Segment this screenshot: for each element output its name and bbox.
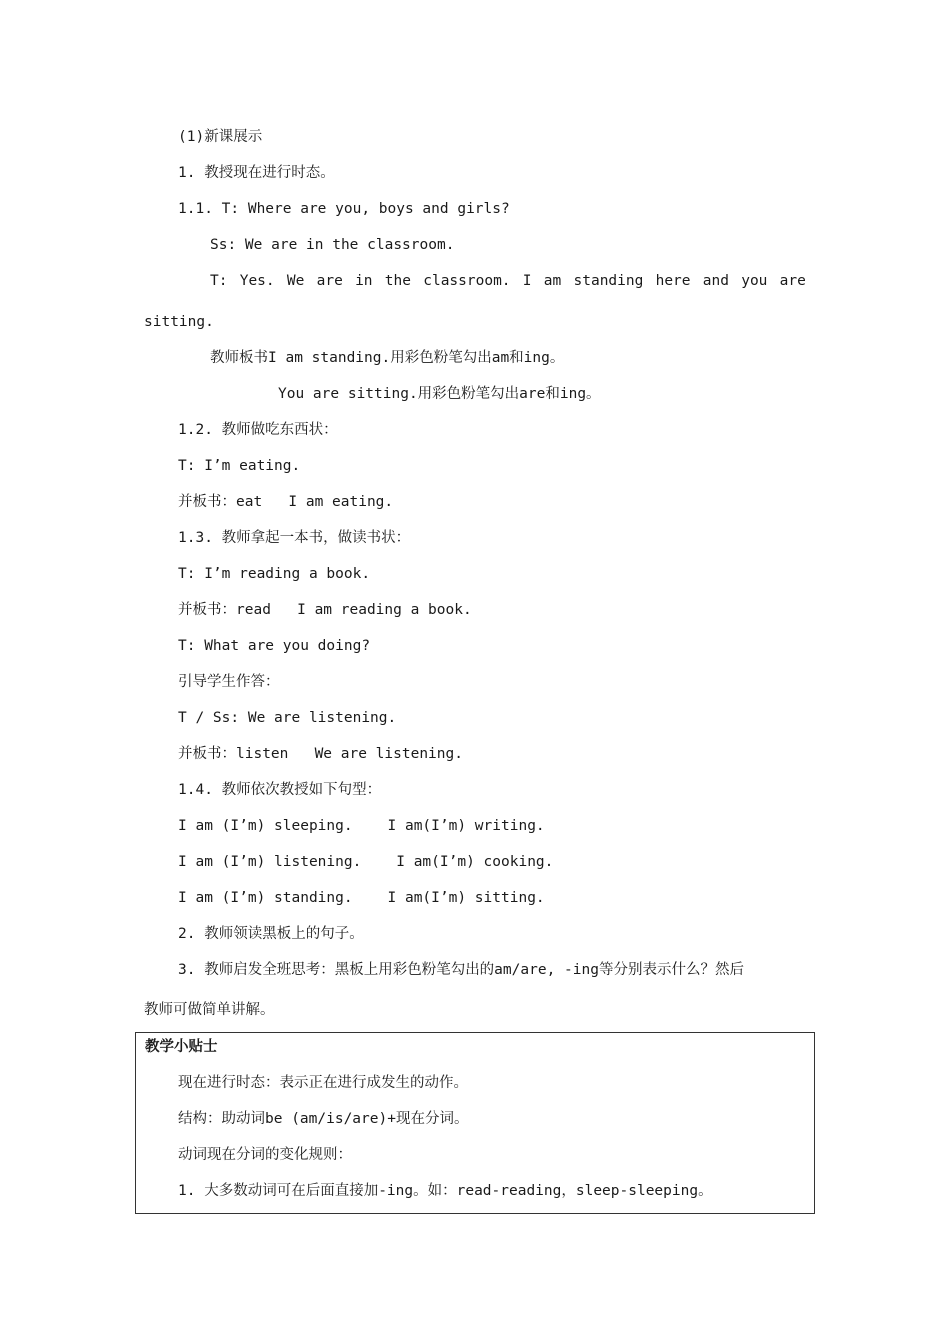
step-heading: 1.2. 教师做吃东西状： — [178, 422, 338, 438]
word: T: — [210, 273, 228, 289]
instruction-line: 引导学生作答： — [178, 674, 280, 690]
dialogue-line: Ss: We are in the classroom. — [210, 237, 455, 253]
word: the — [384, 273, 411, 289]
step-1-heading: 1. 教授现在进行时态。 — [178, 165, 335, 181]
tip-line: 结构：助动词be (am/is/are)+现在分词。 — [178, 1111, 469, 1127]
word: I — [522, 273, 532, 289]
dialogue-line: T: I’m reading a book. — [178, 566, 371, 582]
dialogue-line: 1.1. T: Where are you, boys and girls? — [178, 201, 510, 217]
word: standing — [573, 273, 644, 289]
word: classroom. — [423, 273, 511, 289]
step-3-continuation: 教师可做简单讲解。 — [144, 1002, 275, 1018]
word: here — [655, 273, 691, 289]
dialogue-line: T: What are you doing? — [178, 638, 371, 654]
tip-line: 1. 大多数动词可在后面直接加-ing。如：read-reading，sleep-sleeping。 — [178, 1183, 713, 1199]
sentence-pattern: I am (I’m) standing. I am(I’m) sitting. — [178, 890, 545, 906]
dialogue-line-justified — [210, 272, 806, 290]
sentence-pattern: I am (I’m) listening. I am(I’m) cooking. — [178, 854, 554, 870]
word: are — [779, 273, 806, 289]
word: Yes. — [239, 273, 275, 289]
word: am — [543, 273, 562, 289]
board-note: 并板书：listen We are listening. — [178, 746, 463, 762]
word: are — [316, 273, 343, 289]
tip-line: 动词现在分词的变化规则： — [178, 1147, 352, 1163]
board-note: You are sitting.用彩色粉笔勾出are和ing。 — [278, 386, 601, 402]
step-3-heading: 3. 教师启发全班思考：黑板上用彩色粉笔勾出的am/are, -ing等分别表示什么？然后 — [178, 962, 744, 978]
board-note: 并板书：eat I am eating. — [178, 494, 394, 510]
step-heading: 1.4. 教师依次教授如下句型： — [178, 782, 382, 798]
dialogue-line: T / Ss: We are listening. — [178, 710, 397, 726]
word: you — [741, 273, 768, 289]
step-2-heading: 2. 教师领读黑板上的句子。 — [178, 926, 364, 942]
tips-title: 教学小贴士 — [145, 1039, 218, 1055]
word: We — [286, 273, 305, 289]
sentence-pattern: I am (I’m) sleeping. I am(I’m) writing. — [178, 818, 545, 834]
teaching-tips-box — [135, 1032, 815, 1214]
board-note: 教师板书I am standing.用彩色粉笔勾出am和ing。 — [210, 350, 565, 366]
tip-line: 现在进行时态：表示正在进行成发生的动作。 — [178, 1075, 468, 1091]
word: and — [702, 273, 729, 289]
dialogue-line: sitting. — [144, 314, 214, 330]
dialogue-line: T: I’m eating. — [178, 458, 301, 474]
board-note: 并板书：read I am reading a book. — [178, 602, 472, 618]
section-heading: (1)新课展示 — [178, 129, 263, 145]
word: in — [355, 273, 373, 289]
step-heading: 1.3. 教师拿起一本书，做读书状： — [178, 530, 411, 546]
